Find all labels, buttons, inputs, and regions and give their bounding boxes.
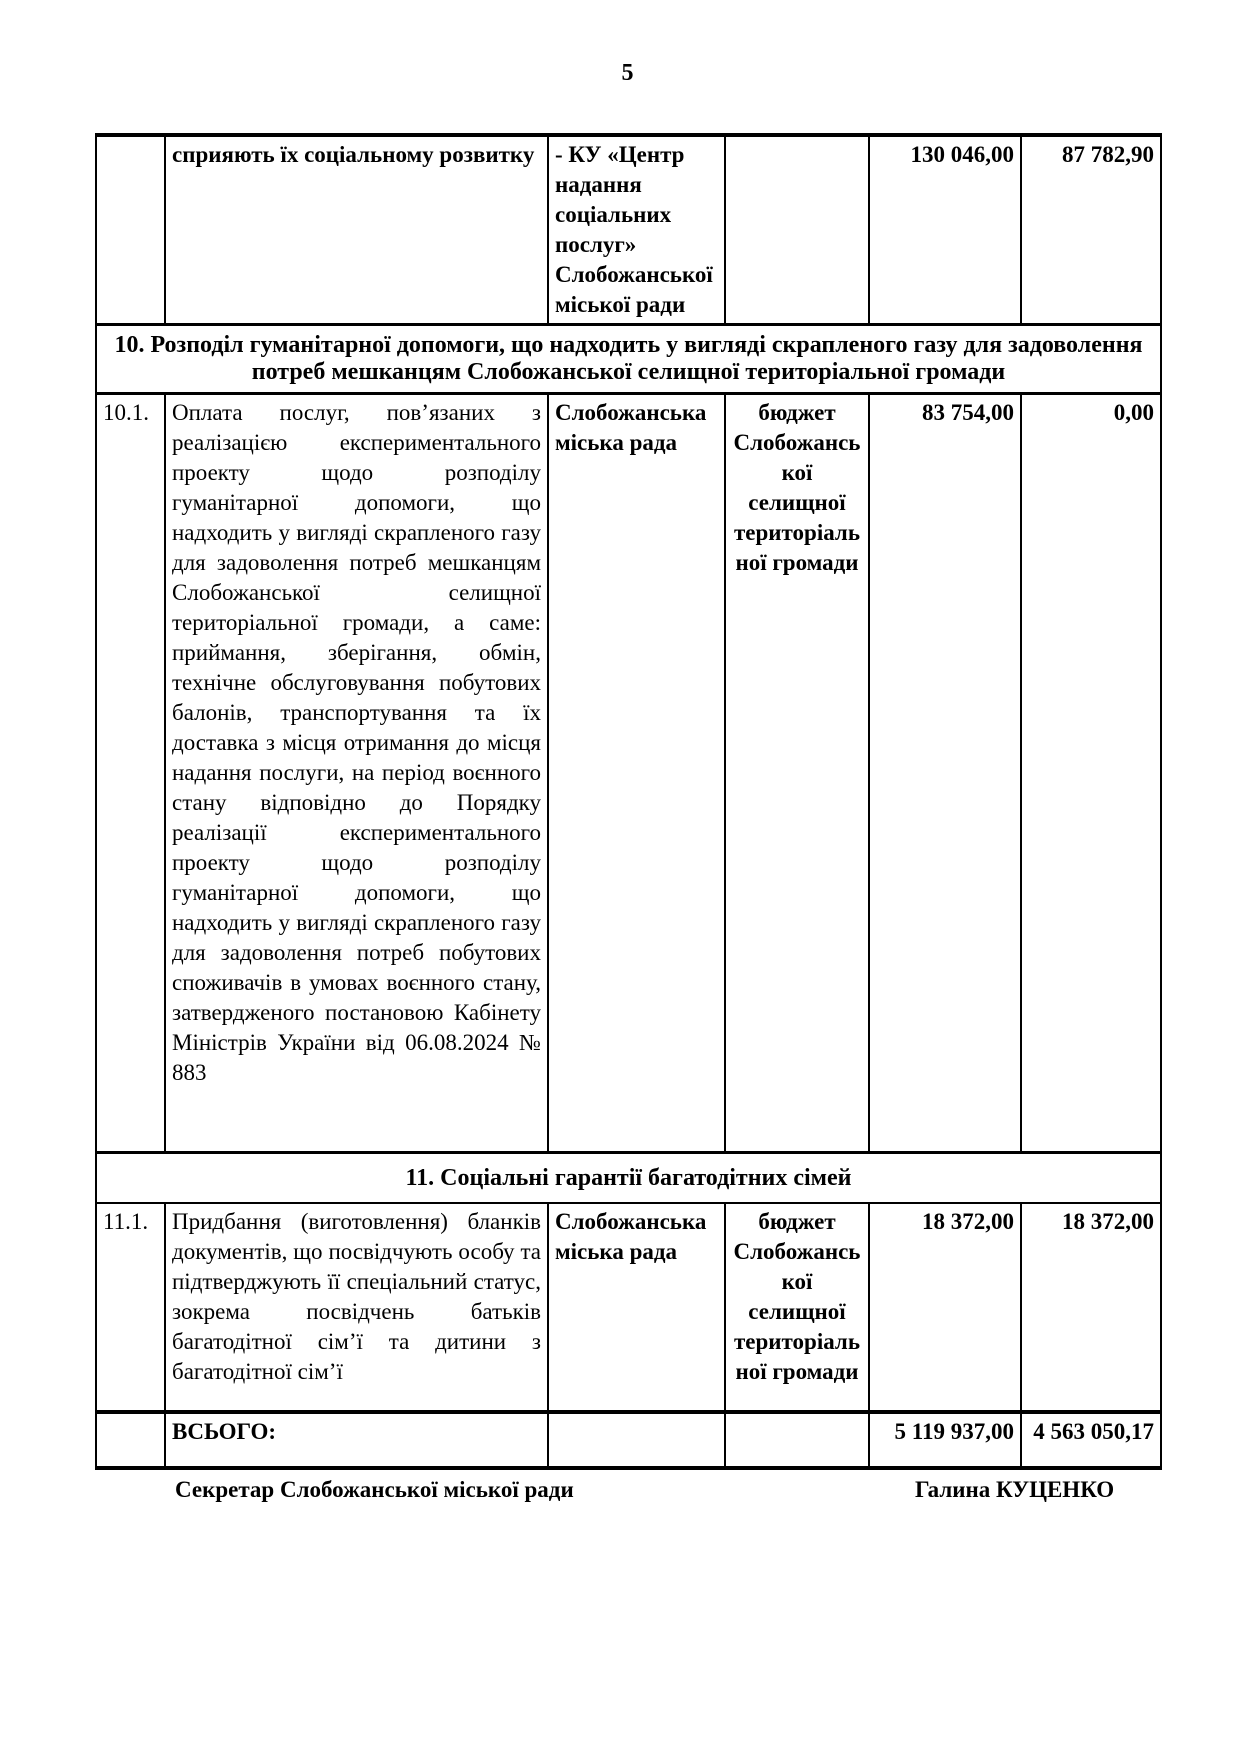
row-number-cell (96, 1412, 165, 1468)
table-row-10-1 (96, 394, 1161, 1153)
row-number-cell: 10.1. (96, 394, 165, 1153)
page-number: 5 (621, 60, 634, 86)
executor-cell: Слобожанська міська рада (548, 394, 725, 1153)
row-number-cell (96, 135, 165, 325)
funding-source-cell: бюджет Слобожансь кої селищної територіаль ної громади (725, 1203, 869, 1412)
total-row (96, 1412, 1161, 1468)
section-title: 11. Соціальні гарантії багатодітних сімей (96, 1153, 1161, 1204)
row-number-cell: 11.1. (96, 1203, 165, 1412)
funding-source-cell: бюджет Слобожансь кої селищної територіаль ної громади (725, 394, 869, 1153)
total-label-cell: ВСЬОГО: (165, 1412, 548, 1468)
section-header-11 (96, 1153, 1161, 1204)
executor-cell (548, 1412, 725, 1468)
executor-cell: - КУ «Центр надання соціальних послуг» Слобожанської міської ради (548, 135, 725, 325)
table-row-continued (96, 135, 1161, 325)
description-cell: сприяють їх соціальному розвитку (165, 135, 548, 325)
actual-amount-cell: 18 372,00 (1021, 1203, 1161, 1412)
total-planned-amount-cell: 5 119 937,00 (869, 1412, 1021, 1468)
total-actual-amount-cell: 4 563 050,17 (1021, 1412, 1161, 1468)
executor-cell: Слобожанська міська рада (548, 1203, 725, 1412)
section-header-10 (96, 325, 1161, 394)
description-cell: Оплата послуг, пов’язаних з реалізацією експериментального проекту щодо розподілу гуманітарної допомоги, що надходить у вигляді скрапленого газу для задоволення потреб мешканцям Слобожанської селищної територіальної громади, а саме: приймання, зберігання, обмін, технічне обслуговування побутових балонів, транспортування та їх доставка з місця отримання до місця надання послуги, на період воєнного стану відповідно до Порядку реалізації експериментального проекту щодо розподілу гуманітарної допомоги, що надходить у вигляді скрапленого газу для задоволення потреб побутових споживачів в умовах воєнного стану, затвердженого постановою Кабінету Міністрів України від 06.08.2024 № 883 (165, 394, 548, 1153)
signature-title: Секретар Слобожанської міської ради (175, 1477, 574, 1502)
planned-amount-cell: 18 372,00 (869, 1203, 1021, 1412)
planned-amount-cell: 83 754,00 (869, 394, 1021, 1153)
actual-amount-cell: 87 782,90 (1021, 135, 1161, 325)
actual-amount-cell: 0,00 (1021, 394, 1161, 1153)
section-title: 10. Розподіл гуманітарної допомоги, що надходить у вигляді скрапленого газу для задоволення потреб мешканцям Слобожанської селищної територіальної громади (96, 325, 1161, 394)
description-cell: Придбання (виготовлення) бланків документів, що посвідчують особу та підтверджують її спеціальний статус, зокрема посвідчень батьків багатодітної сім’ї та дитини з багатодітної сім’ї (165, 1203, 548, 1412)
table-row-11-1 (96, 1203, 1161, 1412)
budget-table (95, 133, 1162, 1470)
funding-source-cell (725, 1412, 869, 1468)
signature-name: Галина КУЦЕНКО (915, 1477, 1115, 1502)
planned-amount-cell: 130 046,00 (869, 135, 1021, 325)
funding-source-cell (725, 135, 869, 325)
